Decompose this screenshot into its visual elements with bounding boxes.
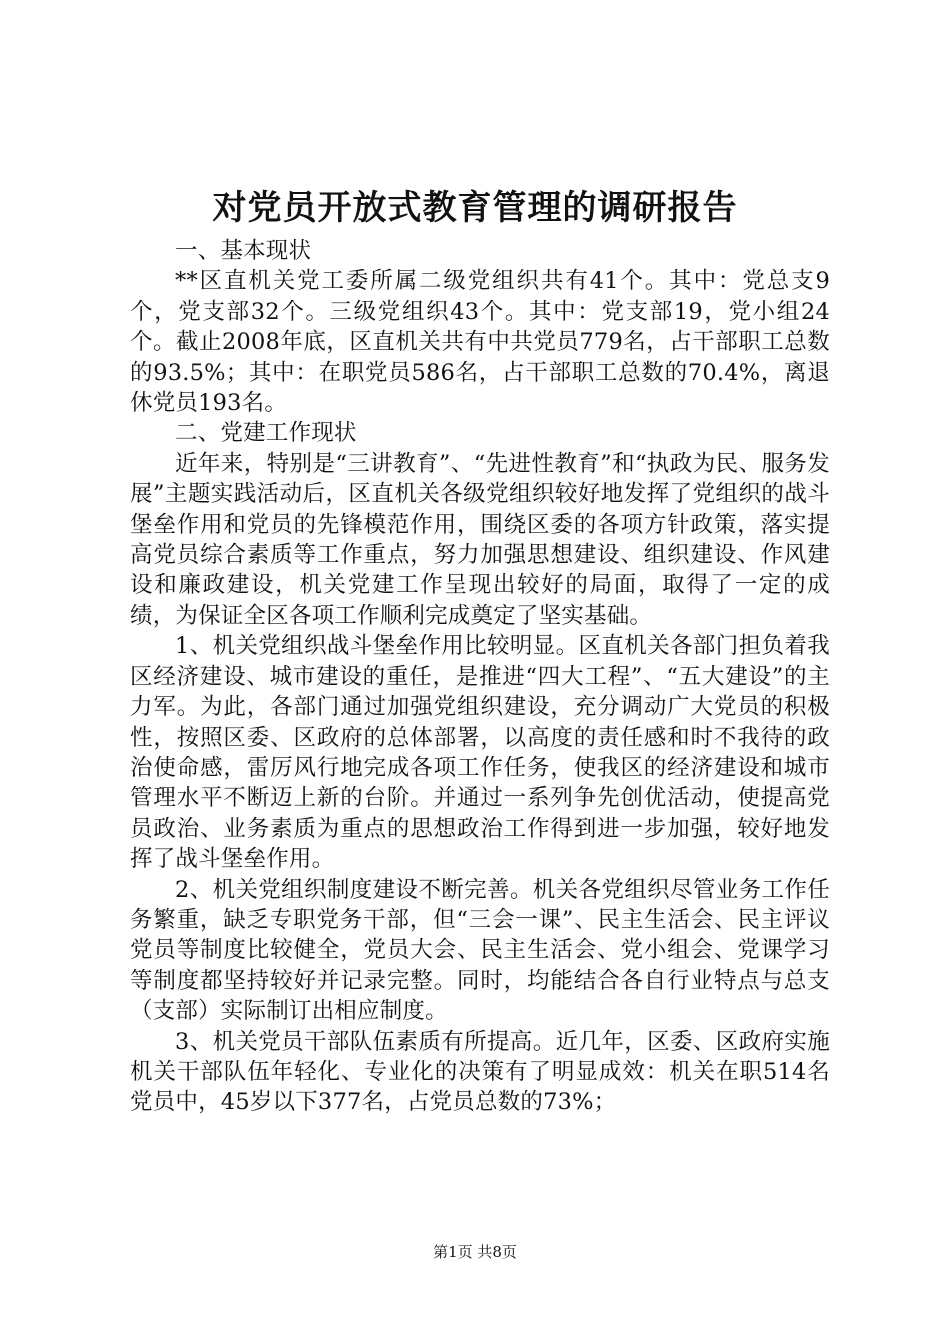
document-title: 对党员开放式教育管理的调研报告 [212, 188, 738, 228]
paragraph-party-building-intro: 近年来，特别是“三讲教育”、“先进性教育”和“执政为民、服务发展”主题实践活动后，区直机关各级党组织较好地发挥了党组织的战斗堡垒作用和党员的先锋模范作用，围绕区委的各项方针政策，落实提高党员综合素质等工作重点，努力加强思想建设、组织建设、作风建设和廉政建设，机关党建工作呈现出较好的局面，取得了一定的成绩，为保证全区各项工作顺利完成奠定了坚实基础。 [130, 450, 830, 629]
section-heading-party-building: 二、党建工作现状 [175, 420, 357, 447]
paragraph-point-2: 2、机关党组织制度建设不断完善。机关各党组织尽管业务工作任务繁重，缺乏专职党务干部，但“三会一课”、民主生活会、民主评议党员等制度比较健全，党员大会、民主生活会、党小组会、党课学习等制度都坚持较好并记录完整。同时，均能结合各自行业特点与总支（支部）实际制订出相应制度。 [130, 876, 830, 1025]
page-number-footer: 第1页 共8页 [433, 1243, 517, 1261]
paragraph-point-3: 3、机关党员干部队伍素质有所提高。近几年，区委、区政府实施机关干部队伍年轻化、专业化的决策有了明显成效：机关在职514名党员中，45岁以下377名，占党员总数的73%； [130, 1028, 830, 1116]
section-heading-basic-status: 一、基本现状 [175, 238, 312, 264]
paragraph-point-1: 1、机关党组织战斗堡垒作用比较明显。区直机关各部门担负着我区经济建设、城市建设的重任，是推进“四大工程”、“五大建设”的主力军。为此，各部门通过加强党组织建设，充分调动广大党员的积极性，按照区委、区政府的总体部署，以高度的责任感和时不我待的政治使命感，雷厉风行地完成各项工作任务，使我区的经济建设和城市管理水平不断迈上新的台阶。并通过一系列争先创优活动，使提高党员政治、业务素质为重点的思想政治工作得到进一步加强，较好地发挥了战斗堡垒作用。 [130, 633, 830, 873]
paragraph-basic-status: **区直机关党工委所属二级党组织共有41个。其中：党总支9个，党支部32个。三级党组织43个。其中：党支部19，党小组24个。截止2008年底，区直机关共有中共党员779名，占干部职工总数的93.5%；其中：在职党员586名，占干部职工总数的70.4%，离退休党员193名。 [130, 268, 830, 417]
document-body [130, 236, 830, 1118]
